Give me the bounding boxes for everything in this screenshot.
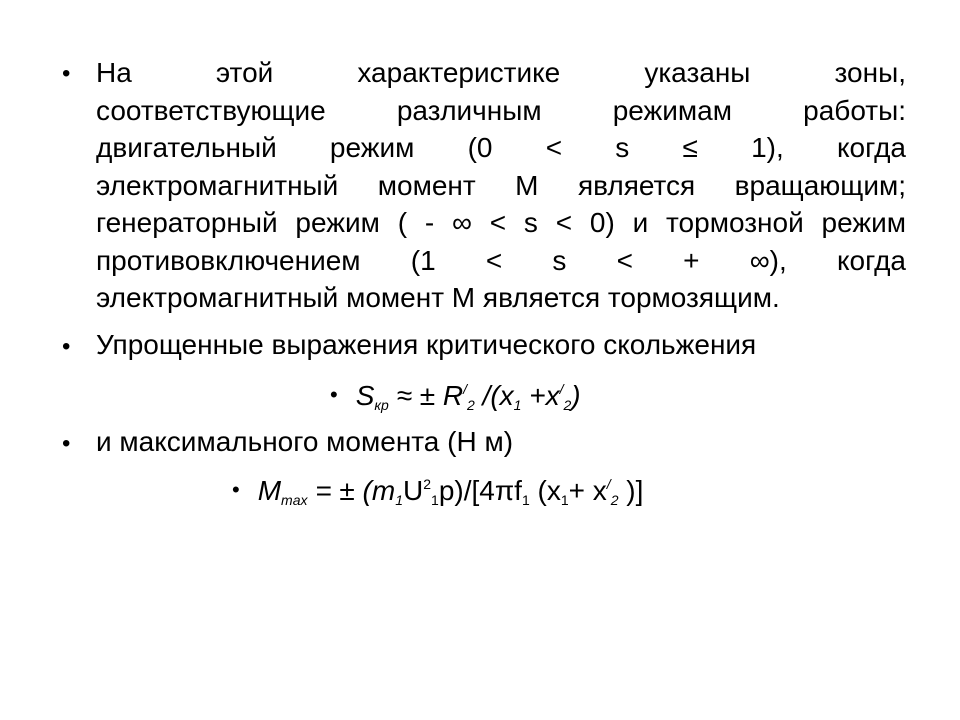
formula-critical-slip <box>330 371 581 424</box>
subscript: 1 <box>560 492 569 508</box>
formula-part: p)/[4πf <box>438 475 522 506</box>
symbol-m: M <box>257 475 282 506</box>
paragraph-line: Упрощенные выражения критического скольжения <box>96 329 757 360</box>
subscript: 1 <box>513 397 522 413</box>
paragraph-critical-slip <box>96 326 906 364</box>
subscript: 1 <box>395 492 403 508</box>
symbol-s: S <box>355 380 375 411</box>
paragraph-line: и максимального момента (Н м) <box>96 426 514 457</box>
formula-part: U <box>403 475 424 506</box>
bullet-2: • <box>62 333 71 360</box>
paragraph-line: На этой характеристике указаны зоны, <box>96 57 906 88</box>
superscript: / <box>463 381 467 397</box>
superscript: / <box>559 381 564 397</box>
paragraph-line: противовключением (1 < s < + ∞), когда <box>96 244 906 276</box>
subscript: max <box>281 492 308 508</box>
paragraph-line: соответствующие различным режимам работы: <box>96 94 906 126</box>
formula-bullet: • <box>330 382 338 407</box>
subscript: кр <box>374 397 389 413</box>
formula-bullet: • <box>232 477 240 502</box>
subscript: 1 <box>521 492 530 508</box>
formula-part: ≈ ± R <box>388 380 464 411</box>
superscript: / <box>606 476 611 492</box>
formula-part: = ± (m <box>307 475 396 506</box>
formula-max-torque <box>232 466 643 519</box>
paragraph-line: генераторный режим ( - ∞ < s < 0) и тормозной режим <box>96 207 906 238</box>
formula-part: (x <box>529 475 561 506</box>
paragraph-max-torque <box>96 423 906 461</box>
bullet-1: • <box>62 60 71 87</box>
paragraph-operating-modes <box>96 54 906 317</box>
formula-part: )] <box>618 475 644 506</box>
subscript: 2 <box>563 397 572 413</box>
subscript: 2 <box>610 492 619 508</box>
bullet-3: • <box>62 430 71 457</box>
subscript: 2 <box>466 397 475 413</box>
paragraph-line: электромагнитный момент М является вращающим; <box>96 169 906 201</box>
subscript: 1 <box>431 492 439 508</box>
formula-part: +x <box>521 380 560 411</box>
formula-part: + x <box>568 475 607 506</box>
paragraph-line: электромагнитный момент М является тормозящим. <box>96 282 780 313</box>
formula-part: /(x <box>474 380 514 411</box>
formula-part: ) <box>571 380 581 411</box>
paragraph-line: двигательный режим (0 < s ≤ 1), когда <box>96 132 906 163</box>
superscript: 2 <box>423 476 432 492</box>
